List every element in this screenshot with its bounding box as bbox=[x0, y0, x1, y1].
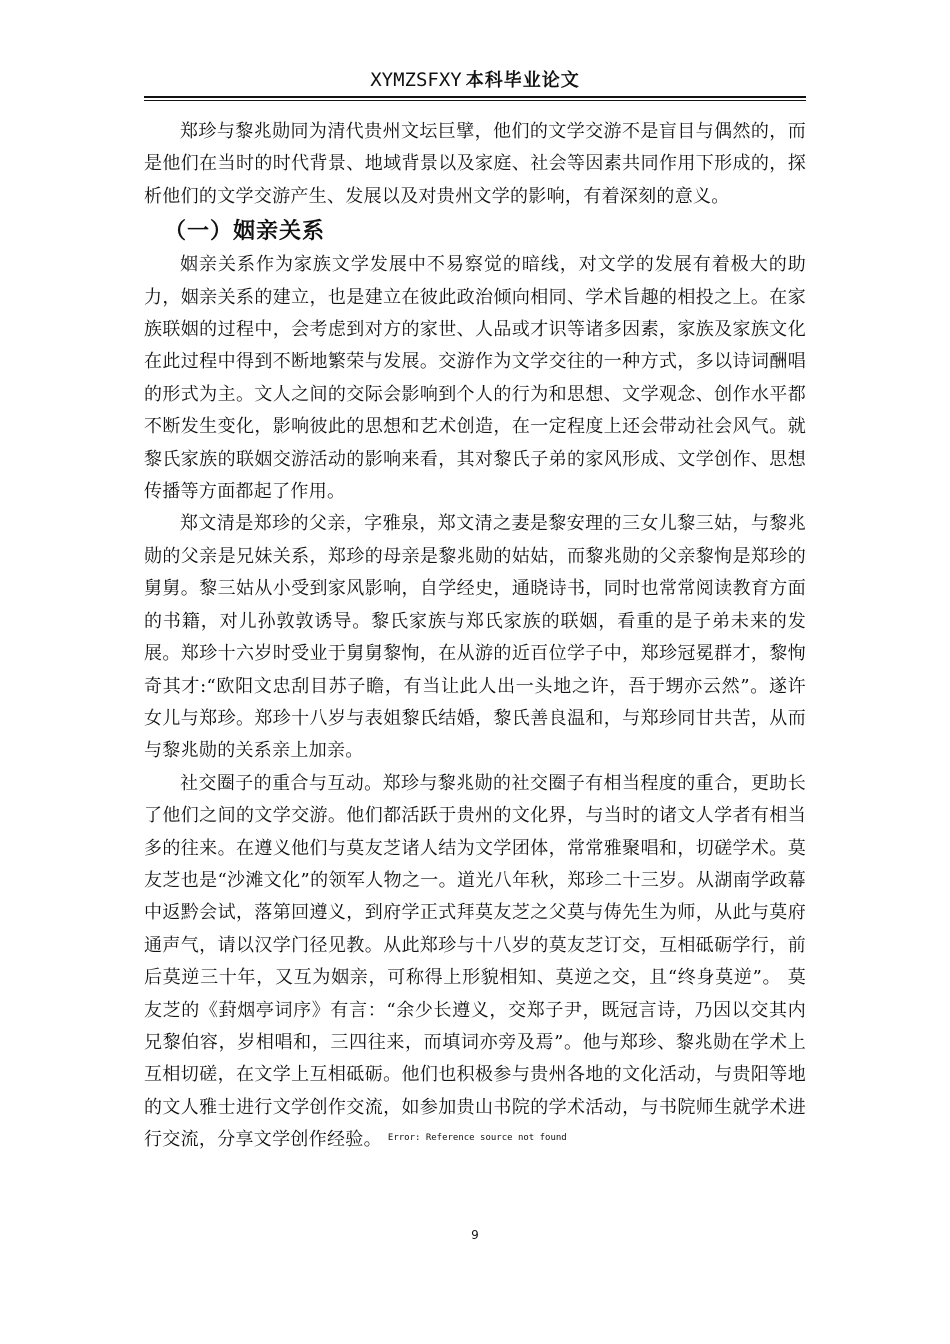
reference-error-note: Error: Reference source not found bbox=[387, 1133, 567, 1144]
paragraph-social-circle-text: 社交圈子的重合与互动。郑珍与黎兆勋的社交圈子有相当程度的重合，更助长了他们之间的文学交游。他们都活跃于贵州的文化界，与当时的诸文人学者有相当多的往来。在遵义他们与莫友芝诸人结为文学团体，常常雅聚唱和，切磋学术。莫友芝也是“沙滩文化”的领军人物之一。道光八年秋，郑珍二十三岁。从湖南学政幕中返黔会试，落第回遵义，到府学正式拜莫友芝之父莫与俦先生为师，从此与莫府通声气，请以汉学门径见教。从此郑珍与十八岁的莫友芝订交，互相砥砺学行，前后莫逆三十年，又互为姻亲，可称得上形貌相知、莫逆之交，且“终身莫逆”。 莫友芝的《葑烟亭词序》有言：“余少长遵义，交郑子尹，既冠言诗，乃因以交其内兄黎伯容，岁相唱和，三四往来，而填词亦旁及焉”。他与郑珍、黎兆勋在学术上互相切磋，在文学上互相砥砺。他们也积极参与贵州各地的文化活动，与贵阳等地的文人雅士进行文学创作交流，如参加贵山书院的学术活动，与书院师生就学术进行交流，分享文学创作经验。 bbox=[144, 772, 806, 1151]
intro-paragraph: 郑珍与黎兆勋同为清代贵州文坛巨擘，他们的文学交游不是盲目与偶然的，而是他们在当时的时代背景、地域背景以及家庭、社会等因素共同作用下形成的，探析他们的文学交游产生、发展以及对贵州文学的影响，有着深刻的意义。 bbox=[144, 121, 806, 207]
paragraph-family: 郑文清是郑珍的父亲，字雅泉，郑文清之妻是黎安理的三女儿黎三姑，与黎兆勋的父亲是兄妹关系，郑珍的母亲是黎兆勋的姑姑，而黎兆勋的父亲黎恂是郑珍的舅舅。黎三姑从小受到家风影响，自学经史，通晓诗书，同时也常常阅读教育方面的书籍，对儿孙敦敦诱导。黎氏家族与郑氏家族的联姻，看重的是子弟未来的发展。郑珍十六岁时受业于舅舅黎恂，在从游的近百位学子中，郑珍冠冕群才，黎恂奇其才:“欧阳文忠刮目苏子瞻，有当让此人出一头地之许，吾于甥亦云然”。遂许女儿与郑珍。郑珍十八岁与表姐黎氏结婚，黎氏善良温和，与郑珍同甘共苦，从而与黎兆勋的关系亲上加亲。 bbox=[144, 513, 806, 762]
header-title: 本科毕业论文 bbox=[465, 70, 580, 91]
header-rule-thin bbox=[144, 100, 806, 101]
page-number: 9 bbox=[471, 1228, 479, 1242]
paragraph-social-circle bbox=[144, 768, 806, 1157]
section-heading: （一）姻亲关系 bbox=[164, 219, 326, 245]
page-body bbox=[144, 116, 806, 1157]
header-rule bbox=[144, 96, 806, 98]
header-code: XYMZSFXY bbox=[370, 69, 462, 91]
page-header bbox=[144, 64, 806, 96]
paragraph-marriage: 姻亲关系作为家族文学发展中不易察觉的暗线，对文学的发展有着极大的助力，姻亲关系的建立，也是建立在彼此政治倾向相同、学术旨趣的相投之上。在家族联姻的过程中，会考虑到对方的家世、人品或才识等诸多因素，家族及家族文化在此过程中得到不断地繁荣与发展。交游作为文学交往的一种方式，多以诗词酬唱的形式为主。文人之间的交际会影响到个人的行为和思想、文学观念、创作水平都不断发生变化，影响彼此的思想和艺术创造，在一定程度上还会带动社会风气。就黎氏家族的联姻交游活动的影响来看，其对黎氏子弟的家风形成、文学创作、思想传播等方面都起了作用。 bbox=[144, 254, 806, 503]
